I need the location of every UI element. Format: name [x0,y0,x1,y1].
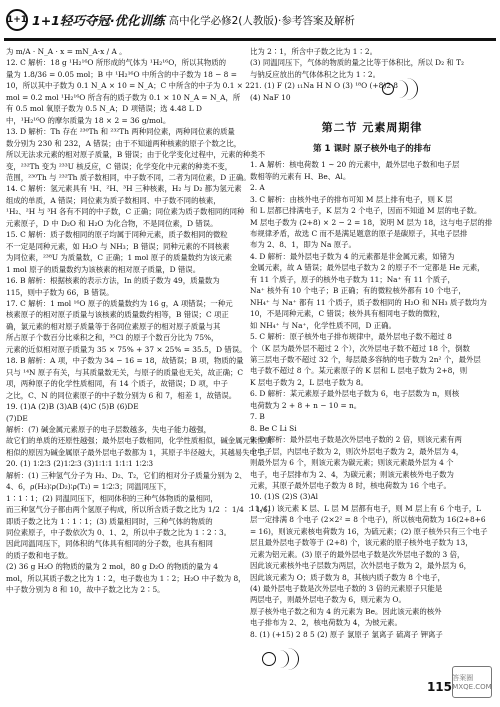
answer-line: 9. D 解析：最外层电子数是次外层电子数的 2 倍，则该元素有两 [250,435,462,445]
answer-line: 8. (1) (+15) 2 8 5 (2) 原子 氯原子 氯离子 硫离子 钾离子 [250,629,443,639]
answer-line: 项，两种原子的化学性质相同，有 14 个质子，故错误；D 项，中子 [6,379,228,389]
answer-line: 8. Be C Li Si [250,423,297,433]
book-subtitle: 高中化学必修2(人教版)·参考答案及解析 [168,14,355,27]
answer-line: 18. B 解析：A 项，中子数为 34 − 16 = 18，故错误；B 项，物质的量 [6,356,244,366]
answer-line: 为 m/A · N_A · x = mN_A·x / A 。 [6,47,127,56]
answer-line: Na⁺ 核外有 10 个电子；B 正确；有的微粒核外都有 10 个电子， [250,286,466,296]
answer-line: 元素为铝元素。(3) 原子的最外层电子数是次外层电子数的 3 倍， [250,549,465,559]
answer-line: 金属元素，故 A 错误；最外层电子数为 2 的原子不一定都是 He 元素， [250,263,485,273]
answer-line: 原子核外电子数之和为 4 的元素为 Be。因此该元素的核外 [250,606,442,616]
answer-line: 19. (1)A (2)B (3)AB (4)C (5)B (6)DE [6,402,139,412]
page-number: 115 [426,680,452,694]
answer-line: 数分别为 230 和 232，A 错误；由于不知道两种核素的原子个数之比， [6,138,242,148]
page-header [6,4,494,36]
answer-line: ¹H₂、²H 与 ³H 各有不同的中子数，C 正确；同位素为质子数相同的同种 [6,207,245,217]
answer-line: 电子排布为 2、2，核电荷数为 4，为铍元素。 [250,618,402,628]
answer-line: 电子数不超过 8 个。某元素原子的 K 层和 L 层电子数为 2+8，则 [250,366,468,376]
book-logo-icon: 1+1 [6,9,28,31]
answer-line: 11. (1) 该元素 K 层、L 层 M 层都有电子，则 M 层上有 6 个电子，L [250,503,482,513]
answer-line: K 层电子数为 2，L 层电子数为 8。 [250,377,368,387]
answer-line: 有 0.5 mol 氧原子数为 0.5 N_A；D 项错误；选 4.48 L D [6,104,202,114]
answer-line: 10. (1)S (2)S (3)Al [250,492,319,502]
answer-line: 核素原子的相对原子质量与该核素的质量数约相等，B 错误；C 项正 [6,310,229,320]
answer-line: 不一定是同种元素，如 H₂O 与 NH₃；B 错误；同种元素的不同核素 [6,241,230,251]
header-rule [4,38,496,41]
answer-line: 10，不是同种元素，C 错误；核外具有相同电子数的微粒， [250,309,445,319]
answer-line: 和 L 层都已排满电子，K 层为 2 个电子，因而不知道 M 层的电子数。 [250,206,482,216]
answer-line: 因此该元素为 O；质子数为 8，其核内质子数为 8 个电子， [250,572,445,582]
answer-line: 比为 2∶1，所含中子数之比为 1∶2。 [250,47,377,56]
answer-line: 所以无法求元素的相对原子质量，B 错误；由于化学变化过程中，元素的种类不 [6,150,266,160]
answer-line: (4) NaF 10 [250,92,291,102]
answer-line: 4、6，ρ(H₂)∶ρ(D₂)∶ρ(T₂) = 1∶2∶3；同温同压下， [6,482,172,492]
right-answers [250,159,494,640]
answer-line: 115，则中子数为 66，B 错误。 [6,287,114,297]
answer-line: 如 NH₄⁺ 与 Na⁺，化学性质不同，D 正确。 [250,320,396,330]
answer-line: 所占原子个数百分比乘积之和，³⁵Cl 的原子个数百分比为 75%， [6,333,219,343]
answer-line: 元素的近似相对原子质量为 35 × 75% + 37 × 25% = 35.5，D 错误。 [6,344,247,354]
answer-line: 4. D 解析：最外层电子数为 4 的元素都是非金属元素，如锗为 [250,251,455,261]
answer-line: mol，所以其质子数之比为 1∶2，电子数也为 1∶2；H₂O 中子数为 8， [6,573,246,583]
answer-line: M 层电子数为 (2+8) × 2 − 2 = 18，说明 M 层为 18，这与电子层的排 [250,217,493,227]
answer-line: 15. C 解析：质子数相同的原子均属于同种元素，质子数相同的微粒 [6,230,228,240]
answer-line: 解析：(7) 碱金属元素原子的电子层数越多，失电子能力越强， [6,424,211,434]
answer-line: 则最外层为 6 个，则该元素为碳元素；则该元素最外层为 4 个 [250,458,454,468]
answer-line: 布规律矛盾，故选 C 而不是满足题意的原子是碳原子，其电子层排 [250,228,468,238]
answer-line: 范围，²³⁰Th 与 ²³²Th 质子数相同，中子数不同，二者为同位素，D 正确。 [6,172,251,182]
answer-line: NH₄⁺ 与 Na⁺ 都有 11 个质子，质子数相同的 H₂O 和 NH₃ 质子数均为 [250,297,487,307]
answer-line: 因此该元素核外电子层数为两层，次外层电子数为 2，最外层为 6， [250,561,472,571]
section-title: 第二节 元素周期律 [321,121,423,135]
right-top-answers [250,46,494,103]
answer-line: 1 mol 原子的质量数约为该核素的相对原子质量，D 错误。 [6,264,201,274]
answer-line: 变，²³²Th 变为 ²³³U 核反应，C 错误；化学变化中元素的种类不变， [6,161,233,171]
answer-line: 因此同温同压下，同体积的气体具有相同的分子数，也具有相同 [6,539,213,549]
answer-line: 16. B 解析：根据核素的表示方法，In 的质子数为 49，质量数为 [6,276,220,286]
lesson-title: 第 1 课时 原子核外电子的排布 [312,144,432,155]
answer-line: 13. D 解析：Th 存在 ²³⁰Th 和 ²³²Th 两种同位素，两种同位素的质量 [6,127,235,137]
answer-line: 1∶1∶1；(2) 同温同压下，相同体积的三种气体物质的量相同， [6,493,218,503]
answer-line: 而三种氢气分子都由两个氢原子构成，所以所含质子数之比为 1/2 ∶ 1/4 ∶ 1/6， [6,505,276,515]
answer-line: (4) 最外层电子数是次外层电子数的 3 倍的元素原子只能是 [250,584,443,594]
answer-line: (3) 同温同压下，气体的物质的量之比等于体积比，所以 D₂ 和 T₂ [250,58,465,68]
answer-line: 两层电子，则最外层电子数为 6，则元素为 O。 [250,595,406,605]
answer-line: 同位素原子，中子数依次为 0、1、2，所以中子数之比为 1∶2∶3。 [6,528,232,538]
answer-line: 数相等的元素有 H、Be、Al。 [250,171,351,181]
answer-line: 电子，电子层排布为 2、4，为碳元素；则该元素核外电子数为 [250,469,454,479]
book-brand: 1+1轻巧夺冠·优化训练 [32,13,165,28]
answer-line: 21. (1) F (2) ₁₁Na H N O (3) ¹⁸O (+8)2 8 [250,81,398,91]
answer-line: 2. A [250,183,265,193]
answer-line: 确，氯元素的相对原子质量等于各同位素原子的相对原子质量与其 [6,321,221,331]
answer-line: 个电子层，内层电子数为 2，则次外层电子数为 2，最外层为 4， [250,446,464,456]
answer-line: 中子数分别为 8 和 10，故中子数之比为 2∶5。 [6,585,165,595]
answer-line: 的质子数和电子数。 [6,550,73,560]
answer-line: 1. A 解析：核电荷数 1 ~ 20 的元素中，最外层电子数和电子层 [250,160,460,170]
answer-line: 5. C 解析：原子核外电子排布规律中，最外层电子数不超过 8 [250,332,452,342]
answer-line: 即质子数之比为 1∶1∶1；(3) 质量相同时，三种气体的物质的 [6,516,213,526]
atom-structure-icon [262,648,298,670]
answer-line: 14. C 解析：氢元素具有 ¹H、²H、³H 三种核素，H₂ 与 D₂ 都为氢元素 [6,184,242,194]
answer-line: = 16)，则该元素核电荷数为 16，为硫元素；(2) 原子核外只有三个电子 [250,526,488,536]
answer-line: 解析：(1) 三种氢气分子为 H₂、D₂、T₂，它们的相对分子质量分别为 2、 [6,470,247,480]
answer-line: 层且最外层电子数等于 (2+8) 个，该元素的原子核外电子数为 13， [250,538,473,548]
answer-line: 个（K 层为最外层不超过 2 个），次外层电子数不超过 18 个，倒数 [250,343,470,353]
answer-line: 相似的原因为碱金属原子最外层电子数都为 1，其原子半径越大，其越易失电子。 [6,447,272,457]
answer-line: 元素原子，D 中 D₂O 和 H₂O 为化合物，不是同位素，D 错误。 [6,218,218,228]
answer-line: 电荷数为 2 + 8 + n − 10 = n。 [250,400,362,410]
answer-line: (7)DE [6,413,28,423]
answer-line: 层一定排满 8 个电子 (2×2² = 8 个电子)，所以核电荷数为 16(2+8+6 [250,515,486,525]
answer-line: 12. C 解析：18 g ¹H₂¹⁶O 所形成的气体为 ¹H₂¹⁶O，所以其物质的 [6,58,226,68]
answer-line: mol = 0.2 mol ¹H₂¹⁶O 所含有的质子数为 0.1 × 10 N_A = N_A，所 [6,92,241,102]
answer-line: 只与 ¹⁴N 原子有关，与其质量数无关，与原子的质量也无关，故正确；C [6,367,244,377]
answer-line: 20. (1) 1∶2∶3 (2)1∶2∶3 (3)1∶1∶1 1∶1∶1 1∶2∶3 [6,459,154,469]
answer-line: 元素，其原子最外层电子数为 8 时，核电荷数为 16 个电子。 [250,480,451,490]
answer-line: 组成的单质，A 错误；同位素为质子数相同、中子数不同的核素， [6,195,221,205]
answer-line: 6. D 解析：某元素原子最外层电子数为 6，电子层数为 n，则核 [250,389,460,399]
answer-line: 中，¹H₂¹⁶O 的摩尔质量为 18 × 2 = 36 g/mol。 [6,115,171,125]
answer-line: 10，所以其中子数为 0.1 N_A × 10 = N_A；C 中所含的中子为 0.1 × 2 [6,81,250,91]
atom-structure-icon [382,78,418,100]
answer-line: 与钠反应放出的气体体积之比为 1∶2。 [250,69,381,79]
answer-line: 为同位素，²³⁸U 为质量数，C 正确；1 mol 原子的质量数约为该元素 [6,253,233,263]
answer-line: 布为 2、8、1，即为 Na 原子。 [250,240,356,250]
answer-line: 7. B [250,412,265,422]
right-column [250,46,494,640]
answer-line: (2) 36 g H₂O 的物质的量为 2 mol，80 g D₂O 的物质的量为 4 [6,562,218,572]
answer-line: 量为 1.8/36 = 0.05 mol；B 中 ¹H₂¹⁶O 中所含的中子数为 18 − 8 = [6,69,237,79]
answer-line: 故它们的单质的还原性越强；最外层电子数相同，化学性质相似，碱金属元素性质 [6,436,273,446]
answer-line: 第三层电子数不超过 32 个，每层最多容纳的电子数为 2n² 个，最外层 [250,354,481,364]
answer-line: 17. C 解析：1 mol ¹⁶O 原子的质量数约为 16 g，A 项错误；一种元 [6,298,233,308]
answer-line: 之比，C、N 的同位素原子的中子数分别为 6 和 7，相差 1，故错误。 [6,390,237,400]
answer-line: 有 11 个质子，原子的核外电子数为 11；Na⁺ 有 11 个质子， [250,274,455,284]
watermark: 答案圈 MXQE.COM [452,666,492,698]
answer-line: 3. C 解析：由核外电子的排布可知 M 层上排有电子，则 K 层 [250,194,453,204]
